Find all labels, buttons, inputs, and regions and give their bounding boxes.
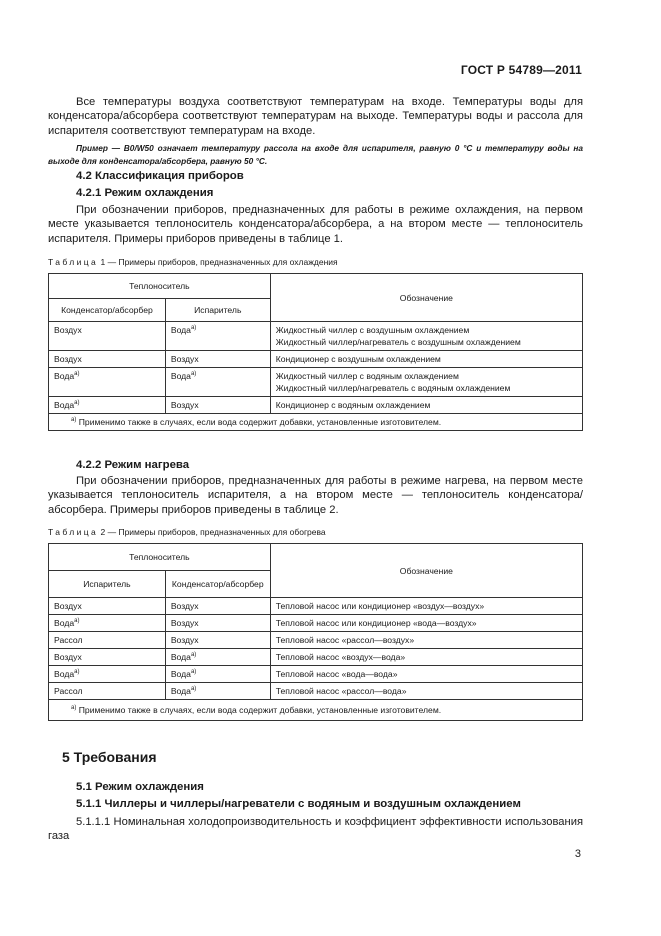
- table-header-cell: Испаритель: [165, 299, 270, 322]
- table-cell: Вода$^{а)}$: [49, 666, 166, 683]
- table-header-cell: Обозначение: [270, 274, 582, 322]
- table-header-row: [49, 544, 583, 571]
- table-row: [49, 649, 583, 666]
- table-2-caption: [48, 527, 326, 537]
- table-footnote: $^{а)}$ Применимо также в случаях, если вода содержит добавки, установленные изготовителем.: [49, 700, 583, 721]
- section-4-2-1-text: При обозначении приборов, предназначенных для работы в режиме охлаждения, на первом месте указывается теплоноситель конденсатора/абсорбера, а на втором месте — теплоноситель испарителя. Примеры приборов приведены в таблице 1.: [48, 204, 583, 245]
- table-cell: Тепловой насос «воздух—вода»: [270, 649, 582, 666]
- table-row: [49, 632, 583, 649]
- table-cell: Воздух: [49, 322, 166, 351]
- table-row: [49, 322, 583, 351]
- table-row: [49, 666, 583, 683]
- section-5-1-1-title: 5.1.1 Чиллеры и чиллеры/нагреватели с водяным и воздушным охлаждением: [76, 798, 521, 810]
- section-4-2-1-title: 4.2.1 Режим охлаждения: [76, 187, 214, 199]
- table-1: [48, 273, 583, 431]
- table-row: [49, 683, 583, 700]
- table-cell: Тепловой насос или кондиционер «воздух—воздух»: [270, 598, 582, 615]
- table-cell: Воздух: [49, 351, 166, 368]
- table-row: [49, 351, 583, 368]
- table-cell: Воздух: [165, 632, 270, 649]
- table-cell: Вода$^{а)}$: [165, 649, 270, 666]
- table-cell: Воздух: [165, 615, 270, 632]
- table-cell: Кондиционер с воздушным охлаждением: [270, 351, 582, 368]
- table-cell: Рассол: [49, 632, 166, 649]
- table-1-caption: [48, 257, 338, 267]
- table-cell: Воздух: [49, 649, 166, 666]
- table-row: [49, 615, 583, 632]
- table-header-cell: Испаритель: [49, 571, 166, 598]
- table-cell: Вода$^{а)}$: [165, 683, 270, 700]
- table-cell: Жидкостный чиллер с водяным охлаждением Жидкостный чиллер/нагреватель с водяным охлаждением: [270, 368, 582, 397]
- example-note: Пример — B0/W50 означает температуру рассола на входе для испарителя, равную 0 °С и температуру воды на выходе для конденсатора/абсорбера, равную 50 °С.: [48, 143, 583, 166]
- table-cell: Кондиционер с водяным охлаждением: [270, 397, 582, 414]
- table-header-cell: Теплоноситель: [49, 544, 271, 571]
- intro-paragraph: Все температуры воздуха соответствуют температурам на входе. Температуры воды для конденсатора/абсорбера соответствуют температурам на выходе. Температуры воды и рассола для испарителя соответствуют температурам на входе.: [48, 96, 583, 137]
- table-cell: Вода$^{а)}$: [49, 397, 166, 414]
- table-footnote: $^{а)}$ Применимо также в случаях, если вода содержит добавки, установленные изготовителем.: [49, 414, 583, 431]
- table-header-cell: Теплоноситель: [49, 274, 271, 299]
- section-4-2-title: 4.2 Классификация приборов: [76, 170, 244, 182]
- section-5-title: 5 Требования: [62, 749, 157, 765]
- table-cell: Тепловой насос «рассол—вода»: [270, 683, 582, 700]
- table-2-caption-word: Таблица: [48, 527, 99, 537]
- table-1-caption-text: 1 — Примеры приборов, предназначенных для охлаждения: [100, 257, 338, 267]
- table-cell: Воздух: [165, 351, 270, 368]
- page-number: 3: [574, 848, 581, 860]
- table-cell: Тепловой насос «вода—вода»: [270, 666, 582, 683]
- table-cell: Вода$^{а)}$: [165, 322, 270, 351]
- section-4-2-2-title: 4.2.2 Режим нагрева: [76, 459, 190, 471]
- table-footnote-row: [49, 700, 583, 721]
- document-header: ГОСТ Р 54789—2011: [460, 63, 582, 77]
- table-2: [48, 543, 583, 721]
- section-5-1-1-1-text: 5.1.1.1 Номинальная холодопроизводительность и коэффициент эффективности использования газа: [48, 816, 583, 843]
- table-cell: Воздух: [165, 598, 270, 615]
- table-header-row: [49, 274, 583, 299]
- table-header-cell: Конденсатор/абсорбер: [165, 571, 270, 598]
- table-header-cell: Конденсатор/абсорбер: [49, 299, 166, 322]
- table-row: [49, 598, 583, 615]
- table-footnote-row: [49, 414, 583, 431]
- table-cell: Жидкостный чиллер с воздушным охлаждением Жидкостный чиллер/нагреватель с воздушным охлаждением: [270, 322, 582, 351]
- table-row: [49, 397, 583, 414]
- table-cell: Воздух: [165, 397, 270, 414]
- table-1-caption-word: Таблица: [48, 257, 99, 267]
- table-cell: Вода$^{а)}$: [165, 666, 270, 683]
- table-cell: Вода$^{а)}$: [49, 615, 166, 632]
- table-cell: Воздух: [49, 598, 166, 615]
- table-cell: Рассол: [49, 683, 166, 700]
- table-cell: Тепловой насос «рассол—воздух»: [270, 632, 582, 649]
- section-4-2-2-text: При обозначении приборов, предназначенных для работы в режиме нагрева, на первом месте указывается теплоноситель испарителя, а на втором месте — теплоноситель конденсатора/абсорбера. Примеры приборов приведены в таблице 2.: [48, 475, 583, 516]
- table-cell: Вода$^{а)}$: [49, 368, 166, 397]
- table-cell: Вода$^{а)}$: [165, 368, 270, 397]
- table-header-cell: Обозначение: [270, 544, 582, 598]
- table-2-caption-text: 2 — Примеры приборов, предназначенных для обогрева: [100, 527, 326, 537]
- table-row: [49, 368, 583, 397]
- table-cell: Тепловой насос или кондиционер «вода—воздух»: [270, 615, 582, 632]
- section-5-1-title: 5.1 Режим охлаждения: [76, 781, 204, 793]
